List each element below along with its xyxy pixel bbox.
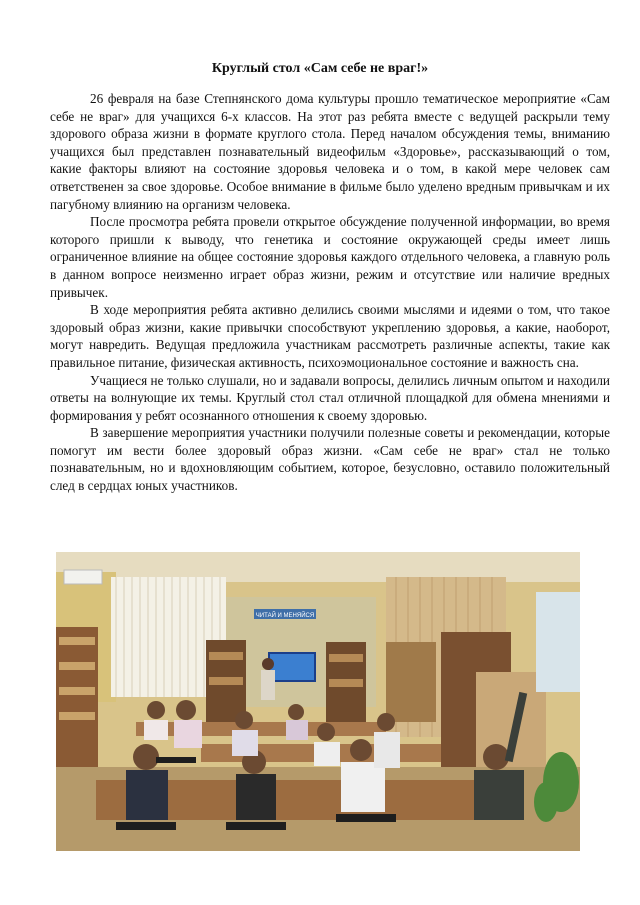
paragraph: В ходе мероприятия ребята активно делились своими мыслями и идеями о том, что такое здоровый образ жизни, какие привычки способствуют укреплению здоровья, а какие, наоборот, могут навредить. Ведущая предложила участникам рассмотреть различные аспекты, такие как правильное питание, физическая активность, психоэмоциональное состояние и важность сна. [50,302,610,370]
banner-text: ЧИТАЙ И МЕНЯЙСЯ [255,613,315,619]
paragraph: Учащиеся не только слушали, но и задавали вопросы, делились личным опытом и находили ответы на волнующие их темы. Круглый стол стал отличной площадкой для обмена мнениями и формирования у ребят осознанного отношения к своему здоровью. [50,372,610,423]
event-photo [56,552,580,851]
paragraph: В завершение мероприятия участники получили полезные советы и рекомендации, которые помогут им вести более здоровый образ жизни. «Сам себе не враг» стал не только познавательным, но и вдохновляющим событием, которое, безусловно, оставило положительный след в сердцах юных участников. [50,425,610,494]
paragraph: После просмотра ребята провели открытое обсуждение полученной информации, во время которого пришли к выводу, что генетика и состояние окружающей среды имеет лишь ограниченное влияние на общее состояние здоровья каждого отдельного человека, а главную роль в данном вопросе неизменно играет образ жизни, режим и отсутствие или наличие вредных привычек. [50,214,610,300]
page-title: Круглый стол «Сам себе не враг!» [211,61,429,76]
article-body [50,90,610,495]
paragraph: 26 февраля на базе Степнянского дома культуры прошло тематическое мероприятие «Сам себе не враг» для учащихся 6-х классов. На этот раз ребята вместе с ведущей раскрыли тему здорового образа жизни в формате круглого стола. Перед началом обсуждения темы, вниманию учащихся был представлен познавательный видеофильм «Здоровье», рассказывающий о том, какие факторы влияют на состояние здоровья человека и о том, в какой мере человек сам ответственен за свое здоровье. Особое внимание в фильме было уделено вредным привычкам и их пагубному влиянию на организм человека. [50,91,610,212]
